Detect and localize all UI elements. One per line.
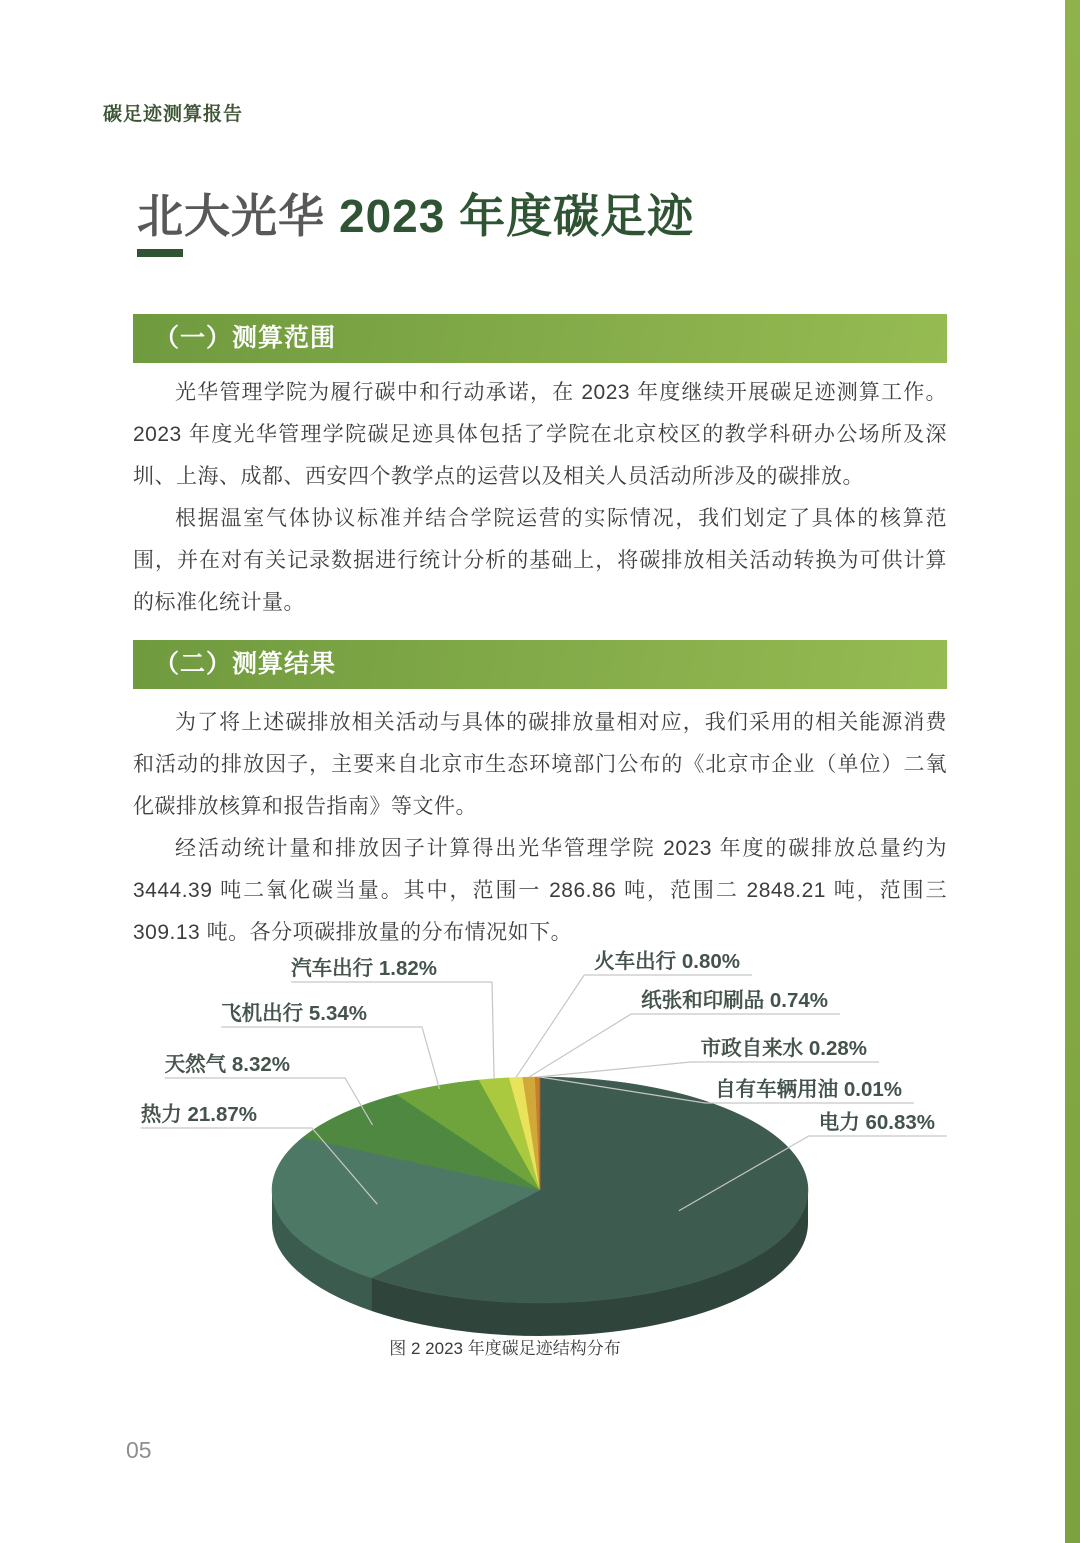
title-underline (137, 249, 183, 257)
slice-label-火车出行: 火车出行 0.80% (594, 950, 740, 973)
document-header-label: 碳足迹测算报告 (103, 104, 244, 125)
title-prefix: 北大光华 (137, 190, 325, 242)
section-heading-results-label: （二）测算结果 (154, 650, 337, 678)
section-heading-scope (133, 314, 947, 363)
slice-label-电力: 电力 60.83% (818, 1111, 935, 1134)
section-heading-results (133, 640, 947, 689)
slice-label-汽车出行: 汽车出行 1.82% (291, 957, 437, 980)
page-title (137, 180, 694, 246)
leader-line-市政自来水 (537, 1062, 879, 1077)
slice-label-热力: 热力 21.87% (140, 1103, 257, 1126)
chart-caption: 图 2 2023 年度碳足迹结构分布 (389, 1339, 621, 1358)
paragraph-scope-2: 根据温室气体协议标准并结合学院运营的实际情况，我们划定了具体的核算范围，并在对有关记录数据进行统计分析的基础上，将碳排放相关活动转换为可供计算的标准化统计量。 (133, 507, 947, 614)
slice-label-纸张和印刷品: 纸张和印刷品 0.74% (641, 989, 828, 1012)
slice-label-天然气: 天然气 8.32% (164, 1053, 290, 1076)
slice-label-市政自来水: 市政自来水 0.28% (700, 1037, 867, 1060)
slice-label-飞机出行: 飞机出行 5.34% (221, 1002, 367, 1025)
paragraph-results-2: 经活动统计量和排放因子计算得出光华管理学院 2023 年度的碳排放总量约为 3444.39 吨二氧化碳当量。其中，范围一 286.86 吨，范围二 2848.21 吨，范围三 309.13 吨。各分项碳排放量的分布情况如下。 (133, 837, 947, 944)
paragraph-scope-1: 光华管理学院为履行碳中和行动承诺，在 2023 年度继续开展碳足迹测算工作。2023 年度光华管理学院碳足迹具体包括了学院在北京校区的教学科研办公场所及深圳、上海、成都、西安四个教学点的运营以及相关人员活动所涉及的碳排放。 (133, 381, 947, 488)
section-heading-scope-label: （一）测算范围 (154, 324, 337, 352)
title-main: 2023 年度碳足迹 (339, 190, 695, 242)
right-edge-accent-bar (1065, 0, 1080, 1543)
leader-line-汽车出行 (291, 982, 494, 1079)
page-number: 05 (126, 1437, 152, 1463)
carbon-footprint-pie-chart (0, 935, 1080, 1365)
slice-label-自有车辆用油: 自有车辆用油 0.01% (715, 1078, 902, 1101)
paragraph-results-1: 为了将上述碳排放相关活动与具体的碳排放量相对应，我们采用的相关能源消费和活动的排放因子，主要来自北京市生态环境部门公布的《北京市企业（单位）二氧化碳排放核算和报告指南》等文件。 (133, 711, 947, 818)
